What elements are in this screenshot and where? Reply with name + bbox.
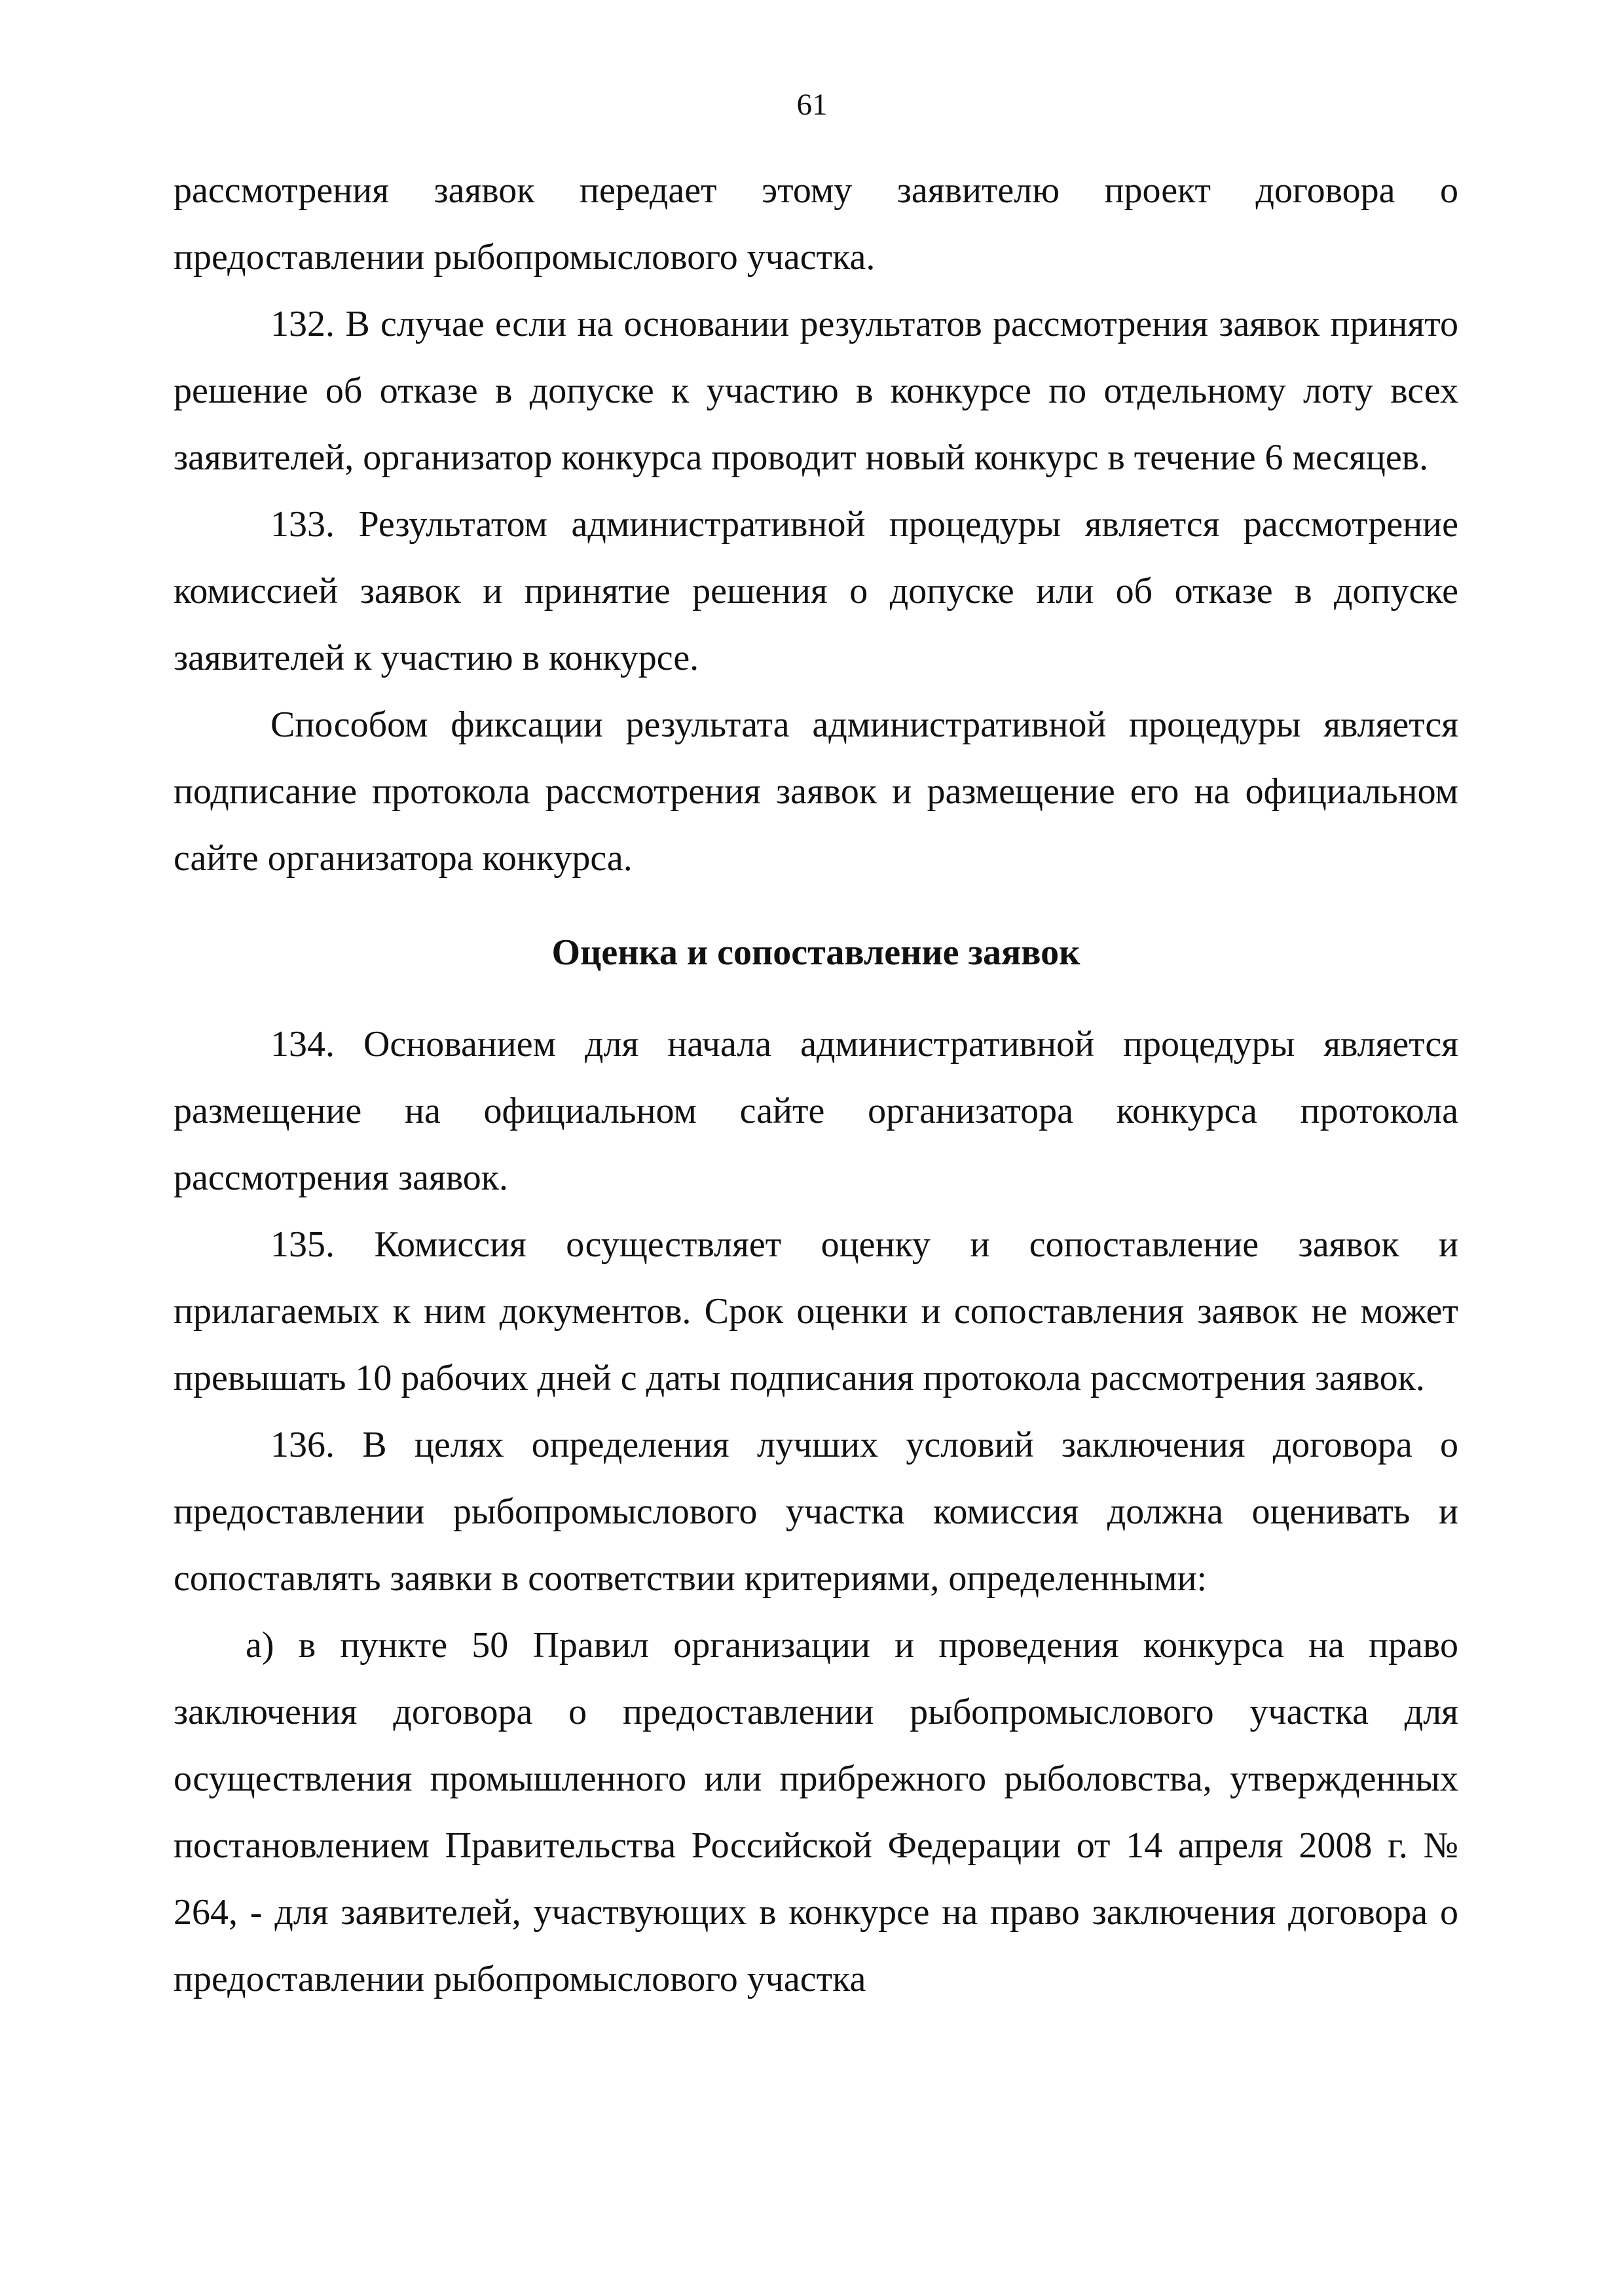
section-heading: Оценка и сопоставление заявок <box>551 932 1080 973</box>
paragraph-134: 134. Основанием для начала административной процедуры является размещение на официальном сайте организатора конкурса протокола рассмотрения заявок. <box>174 1024 1458 1198</box>
paragraph-136: 136. В целях определения лучших условий заключения договора о предоставлении рыбопромыслового участка комиссия должна оценивать и сопоставлять заявки в соответствии критериями, определенными: <box>174 1425 1458 1599</box>
page-number: 61 <box>796 88 828 122</box>
paragraph-133-fixation: Способом фиксации результата административной процедуры является подписание протокола рассмотрения заявок и размещение его на официальном сайте организатора конкурса. <box>174 704 1458 879</box>
paragraph-133: 133. Результатом административной процедуры является рассмотрение комиссией заявок и принятие решения о допуске или об отказе в допуске заявителей к участию в конкурсе. <box>174 504 1458 678</box>
paragraph-135: 135. Комиссия осуществляет оценку и сопоставление заявок и прилагаемых к ним документов. Срок оценки и сопоставления заявок не может превышать 10 рабочих дней с даты подписания протокола рассмотрения заявок. <box>174 1224 1458 1398</box>
paragraph-136-a: а) в пункте 50 Правил организации и проведения конкурса на право заключения договора о предоставлении рыбопромыслового участка для осуществления промышленного или прибрежного рыболовства, утвержденных постановлением Правительства Российской Федерации от 14 апреля 2008 г. № 264, - для заявителей, участвующих в конкурсе на право заключения договора о предоставлении рыбопромыслового участка <box>174 1625 1458 1999</box>
paragraph-continuation: рассмотрения заявок передает этому заявителю проект договора о предоставлении рыбопромыслового участка. <box>174 170 1458 278</box>
paragraph-132: 132. В случае если на основании результатов рассмотрения заявок принято решение об отказе в допуске к участию в конкурсе по отдельному лоту всех заявителей, организатор конкурса проводит новый конкурс в течение 6 месяцев. <box>174 304 1458 478</box>
document-body <box>174 157 1458 2013</box>
